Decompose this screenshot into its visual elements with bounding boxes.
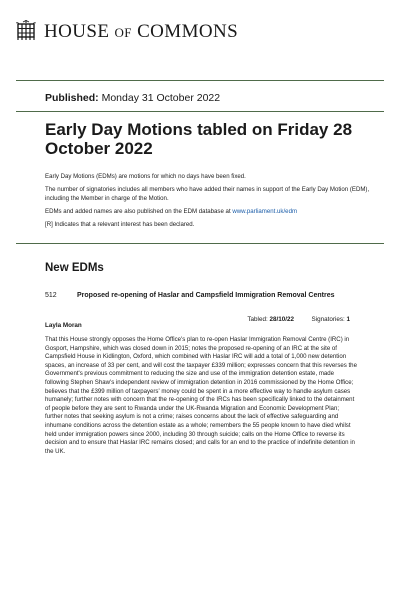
edm-mover: Layla Moran [45, 322, 82, 329]
published-label: Published: [45, 92, 99, 104]
published-line [45, 92, 220, 104]
intro-paragraph-3 [45, 207, 375, 216]
house-name [44, 21, 238, 43]
house-name-part3: COMMONS [137, 21, 239, 42]
intro-notes [45, 172, 375, 233]
published-date: Monday 31 October 2022 [101, 92, 221, 104]
portcullis-icon [16, 20, 36, 44]
published-divider [16, 111, 384, 112]
signatories-count: 1 [346, 316, 350, 323]
section-heading: New EDMs [45, 262, 104, 274]
intro-paragraph-2: The number of signatories includes all members who have added their names in support of the Early Day Motion (EDM), including the Member in charge of the Motion. [45, 186, 370, 202]
tabled-label: Tabled: [247, 316, 268, 323]
edm-meta [247, 316, 350, 323]
signatories-label: Signatories: [311, 316, 345, 323]
house-name-part2: OF [114, 25, 132, 40]
intro-paragraph-3-text: EDMs and added names are also published on the EDM database at [45, 208, 233, 215]
house-name-part1: HOUSE [44, 21, 110, 42]
edm-database-link[interactable]: www.parliament.uk/edm [232, 208, 298, 215]
edm-number: 512 [45, 292, 57, 299]
intro-divider [16, 243, 384, 244]
edm-text: That this House strongly opposes the Home Office's plan to re-open Haslar Immigration Removal Centre (IRC) in Gosport, Hampshire, which was closed down in 2015; notes the proposed re-opening of an IRC at the site of Campsfield House in Kidlington, Oxford, which combined with Haslar IRC will add a total of 1,000 new detention spaces, an increase of 33 per cent, and will cost the taxpayer £339 million; expresses concern that this reverses the Government's previous commitment to reducing the size and use of the immigration detention estate, made following Stephen Shaw's independent review of immigration detention in 2016 commissioned by the Home Office; believes that the £399 million of taxpayers' money could be spent in a more effective way to handle asylum cases humanely; further notes with concern that the re-opening of the IRCs has been specifically linked to the detainment of people before they are sent to Rwanda under the UK-Rwanda Migration and Economic Development Plan; further notes that seeking asylum is not a crime; raises concerns about the lack of effective safeguarding and inhumane conditions across the detention estate as a whole; remembers the 55 people known to have died whilst held under immigration powers since 2000, including 30 through suicide; calls on the Home Office to reverse its decision and to ensure that Haslar IRC remains closed; and calls for an end to the practice of indefinite detention in the UK. [45, 336, 357, 455]
intro-paragraph-1: Early Day Motions (EDMs) are motions for which no days have been fixed. [45, 173, 246, 180]
header-divider [16, 80, 384, 81]
intro-paragraph-4: [R] Indicates that a relevant interest has been declared. [45, 221, 195, 228]
page-title: Early Day Motions tabled on Friday 28 October 2022 [45, 120, 353, 158]
tabled-date: 28/10/22 [269, 316, 294, 323]
edm-title: Proposed re-opening of Haslar and Campsfield Immigration Removal Centres [77, 292, 335, 299]
masthead [16, 20, 238, 44]
